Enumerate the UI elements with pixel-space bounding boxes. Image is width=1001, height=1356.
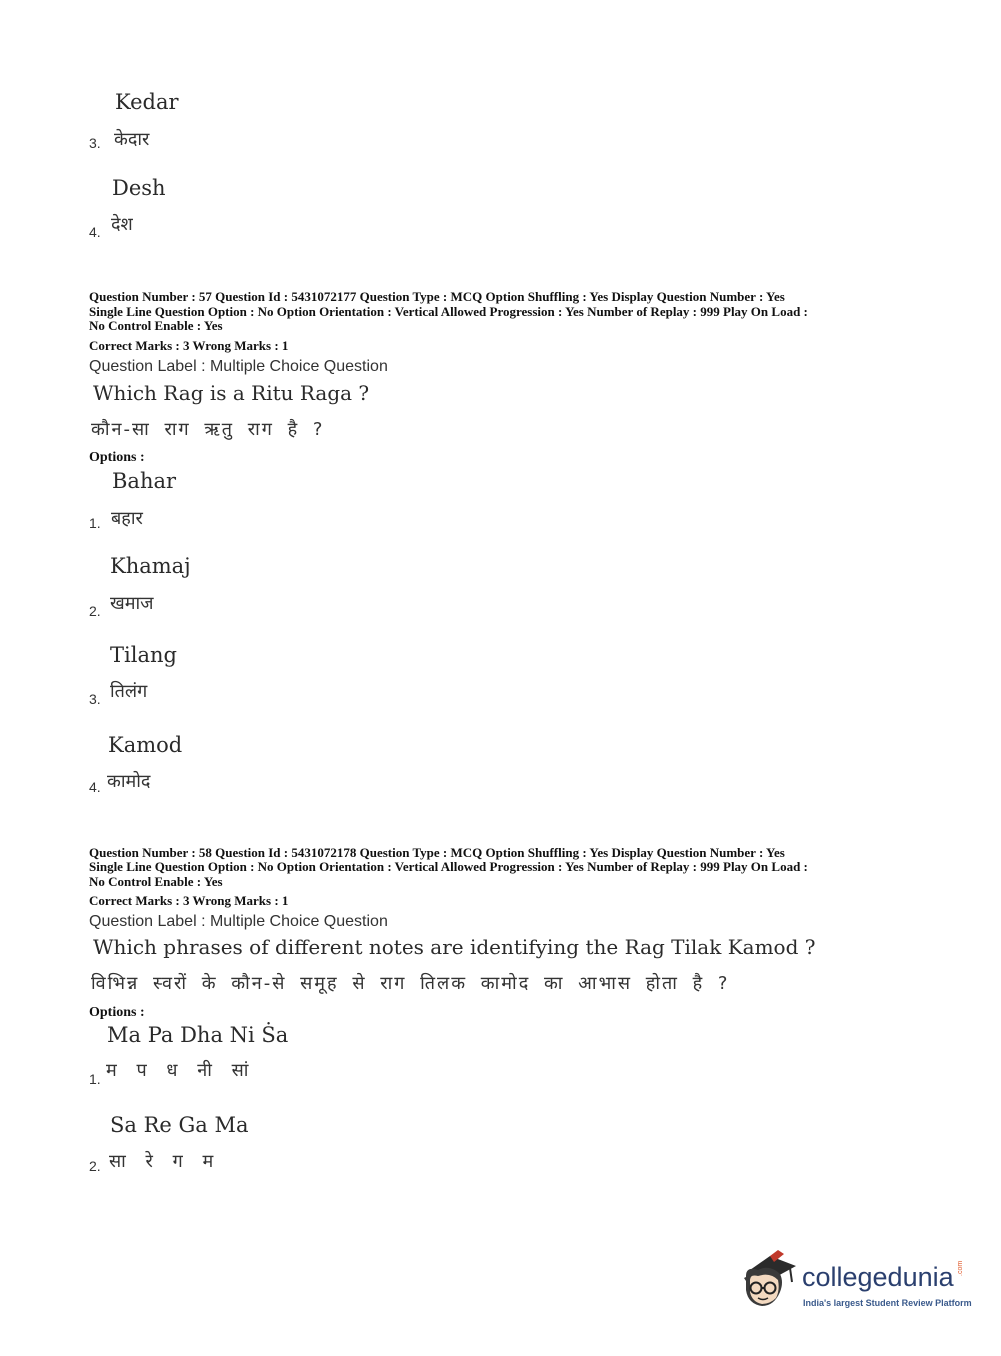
question-text-en: Which Rag is a Ritu Raga ? <box>93 381 370 405</box>
question-marks: Correct Marks : 3 Wrong Marks : 1 <box>89 893 289 908</box>
logo-tagline: India's largest Student Review Platform <box>803 1298 972 1308</box>
logo-name: collegedunia <box>802 1262 954 1292</box>
question-meta-line-3: No Control Enable : Yes <box>89 874 223 889</box>
option-number: 4. <box>89 224 101 240</box>
question-text-hi: कौन-सा राग ऋतु राग है ? <box>91 419 325 440</box>
question-marks: Correct Marks : 3 Wrong Marks : 1 <box>89 338 289 353</box>
option-text-hi: सा रे ग म <box>109 1151 218 1172</box>
option-text-en: Ma Pa Dha Ni Ṡa <box>107 1023 289 1047</box>
option-text-hi: खमाज <box>110 593 154 614</box>
option-number: 2. <box>89 603 101 619</box>
option-text-en: Kamod <box>108 733 183 757</box>
option-text-hi: केदार <box>114 129 150 150</box>
option-text-en: Desh <box>112 176 166 200</box>
option-number: 1. <box>89 515 101 531</box>
question-meta-line-2: Single Line Question Option : No Option Orientation : Vertical Allowed Progression : Yes Number of Replay : 999 Play On Load : <box>89 304 808 319</box>
option-number: 1. <box>89 1071 101 1087</box>
option-number: 3. <box>89 691 101 707</box>
option-text-en: Tilang <box>110 643 177 667</box>
question-text-en: Which phrases of different notes are identifying the Rag Tilak Kamod ? <box>93 935 816 959</box>
logo-domain: .com <box>957 1260 964 1276</box>
option-number: 4. <box>89 779 101 795</box>
option-text-en: Sa Re Ga Ma <box>110 1113 249 1137</box>
question-label: Question Label : Multiple Choice Question <box>89 913 388 930</box>
question-text-hi: विभिन्न स्वरों के कौन-से समूह से राग तिलक कामोद का आभास होता है ? <box>91 973 730 994</box>
options-title: Options : <box>89 1005 145 1020</box>
option-text-hi: बहार <box>111 508 143 529</box>
option-text-hi: देश <box>111 214 133 235</box>
option-text-en: Khamaj <box>110 554 191 578</box>
mascot-icon <box>740 1248 800 1312</box>
option-number: 3. <box>89 135 101 151</box>
question-meta-line-1: Question Number : 57 Question Id : 5431072177 Question Type : MCQ Option Shuffling : Yes Display Question Number : Yes <box>89 289 785 304</box>
question-meta-line-3: No Control Enable : Yes <box>89 318 223 333</box>
question-label: Question Label : Multiple Choice Question <box>89 358 388 375</box>
option-text-hi: म प ध नी सां <box>106 1060 253 1081</box>
options-title: Options : <box>89 450 145 465</box>
option-number: 2. <box>89 1158 101 1174</box>
option-text-en: Bahar <box>112 469 177 493</box>
option-text-en: Kedar <box>115 90 179 114</box>
question-meta-line-1: Question Number : 58 Question Id : 5431072178 Question Type : MCQ Option Shuffling : Yes Display Question Number : Yes <box>89 845 785 860</box>
question-meta-line-2: Single Line Question Option : No Option Orientation : Vertical Allowed Progression : Yes Number of Replay : 999 Play On Load : <box>89 859 808 874</box>
option-text-hi: कामोद <box>107 771 151 792</box>
option-text-hi: तिलंग <box>110 681 148 702</box>
